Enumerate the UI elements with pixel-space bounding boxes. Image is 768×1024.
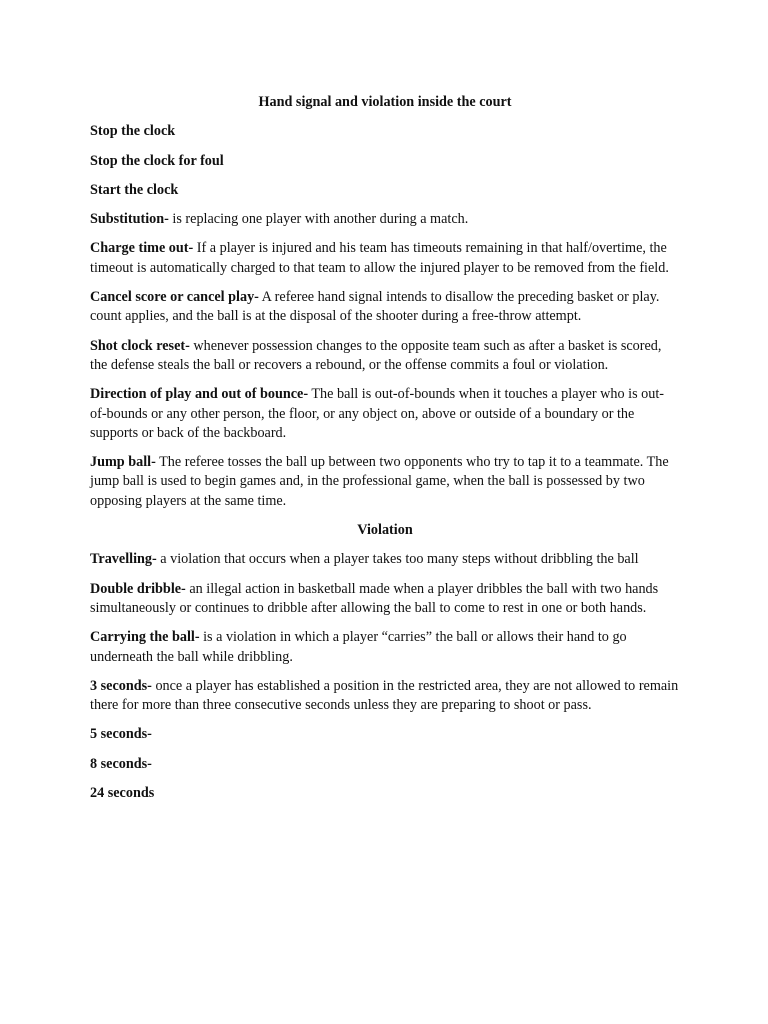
entry-description: The referee tosses the ball up between two opponents who try to tap it to a teammate. The jump ball is used to begin games and, in the professional game, when the ball is possessed by two opposing players at the same time. (90, 454, 669, 509)
entry-description: whenever possession changes to the opposite team such as after a basket is scored, the defense steals the ball or recovers a rebound, or the offense commits a foul or violation. (90, 337, 662, 373)
entry-carrying-the-ball (90, 628, 680, 667)
entry-term: Cancel score or cancel play- (90, 289, 259, 306)
entry-description: is a violation in which a player “carries” the ball or allows their hand to go underneath the ball while dribbling. (90, 629, 627, 665)
entry-description: once a player has established a position in the restricted area, they are not allowed to remain there for more than three consecutive seconds unless they are preparing to shoot or pass. (90, 677, 679, 714)
entry-description: If a player is injured and his team has timeouts remaining in that half/overtime, the timeout is automatically charged to that team to allow the injured player to be removed from the field. (90, 240, 669, 276)
entry-5-seconds (90, 725, 680, 744)
entry-term: 5 seconds- (90, 726, 152, 743)
entry-term: Travelling- (90, 551, 157, 568)
violation-heading: Violation (357, 522, 413, 539)
entry-travelling (90, 550, 680, 569)
entry-shot-clock-reset (90, 337, 680, 376)
entry-description: The ball is out-of-bounds when it touches a player who is out-of-bounds or any other person, the floor, or any object on, above or outside of a boundary or the supports or back of the backboard. (90, 386, 665, 441)
entry-term: Stop the clock for foul (90, 152, 224, 169)
entry-term: 8 seconds- (90, 755, 152, 772)
entry-24-seconds (90, 784, 680, 803)
entry-description: an illegal action in basketball made when a player dribbles the ball with two hands simultaneously or continues to dribble after allowing the ball to come to rest in one or both hands. (90, 580, 659, 616)
entry-term: Carrying the ball- (90, 629, 200, 646)
entry-direction-of-play (90, 385, 680, 443)
entry-substitution (90, 210, 680, 229)
entry-term: Shot clock reset- (90, 337, 190, 354)
entry-term: Direction of play and out of bounce- (90, 386, 309, 403)
entry-term: Stop the clock (90, 123, 176, 140)
entry-cancel-score (90, 288, 680, 327)
entry-term: Charge time out- (90, 240, 194, 257)
entry-double-dribble (90, 580, 680, 619)
document-title: Hand signal and violation inside the court (258, 94, 512, 110)
entry-stop-the-clock (90, 122, 680, 141)
entry-term: Start the clock (90, 181, 179, 198)
entry-description: is replacing one player with another during a match. (168, 211, 469, 228)
entry-description: A referee hand signal intends to disallow the preceding basket or play. count applies, and the ball is at the disposal of the shooter during a free-throw attempt. (90, 289, 660, 325)
document-page (90, 93, 680, 813)
entry-8-seconds (90, 755, 680, 774)
entry-term: Double dribble- (90, 580, 186, 597)
entry-jump-ball (90, 453, 680, 511)
entry-description: a violation that occurs when a player takes too many steps without dribbling the ball (156, 551, 639, 568)
entry-term: Jump ball- (90, 454, 156, 471)
entry-3-seconds (90, 677, 680, 716)
entry-term: 24 seconds (90, 785, 155, 802)
entry-term: Substitution- (90, 211, 169, 228)
entry-start-the-clock (90, 181, 680, 200)
entry-charge-time-out (90, 239, 680, 278)
entry-stop-the-clock-for-foul (90, 152, 680, 171)
entry-term: 3 seconds- (90, 677, 152, 694)
